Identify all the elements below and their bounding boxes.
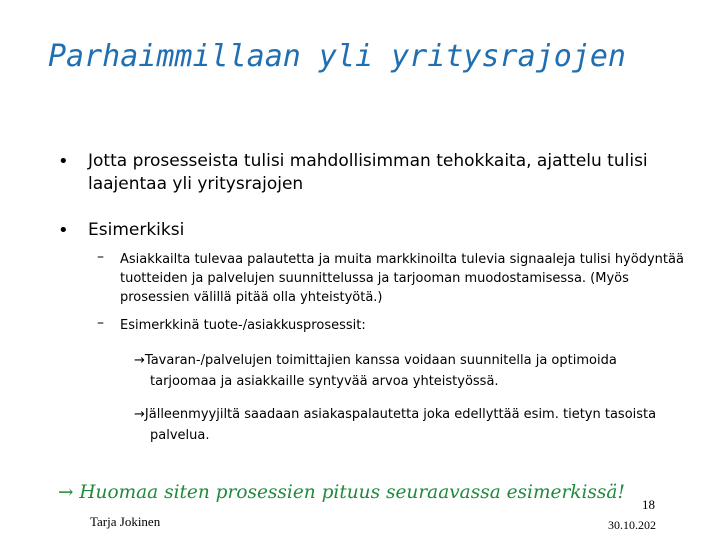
bullet-text: Esimerkiksi — [88, 220, 185, 240]
sub-bullet-text: Esimerkkinä tuote-/asiakkusprosessit: — [120, 318, 366, 333]
arrow-item-text: Jälleenmyyjiltä saadaan asiakaspalautetta joka edellyttää esim. tietyn tasoista palvelua. — [144, 407, 657, 443]
bullet-marker: • — [58, 151, 69, 172]
sub-bullet-text: Asiakkailta tulevaa palautetta ja muita markkinoilta tulevia signaaleja tulisi hyödyntää tuotteiden ja palvelujen suunnittelussa ja tarjooman muodostamisessa. (Myös prosessien välillä pitää olla yhteistyötä.) — [120, 252, 684, 305]
arrow-icon: → — [58, 482, 74, 503]
arrow-item-text: Tavaran-/palvelujen toimittajien kanssa voidaan suunnitella ja optimoida tarjoomaa ja asiakkaille syntyvää arvoa yhteistyössä. — [144, 353, 617, 389]
sub-bullet-marker: – — [97, 315, 104, 331]
note-text: Huomaa siten prosessien pituus seuraavassa esimerkissä! — [79, 482, 625, 503]
arrow-icon: → — [134, 407, 145, 422]
slide-title: Parhaimmillaan yli yritysrajojen — [48, 39, 626, 74]
note-line — [58, 480, 678, 506]
arrow-item — [134, 350, 674, 392]
footer-date: 30.10.202 — [608, 518, 656, 532]
slide-number: 18 — [642, 497, 655, 512]
footer-author: Tarja Jokinen — [90, 514, 161, 529]
bullet-text: Jotta prosesseista tulisi mahdollisimman tehokkaita, ajattelu tulisi laajentaa yli yritysrajojen — [88, 151, 648, 194]
bullet-marker: • — [58, 220, 69, 241]
arrow-icon: → — [134, 353, 145, 368]
sub-bullet-marker: – — [97, 249, 104, 265]
arrow-item — [134, 404, 674, 446]
